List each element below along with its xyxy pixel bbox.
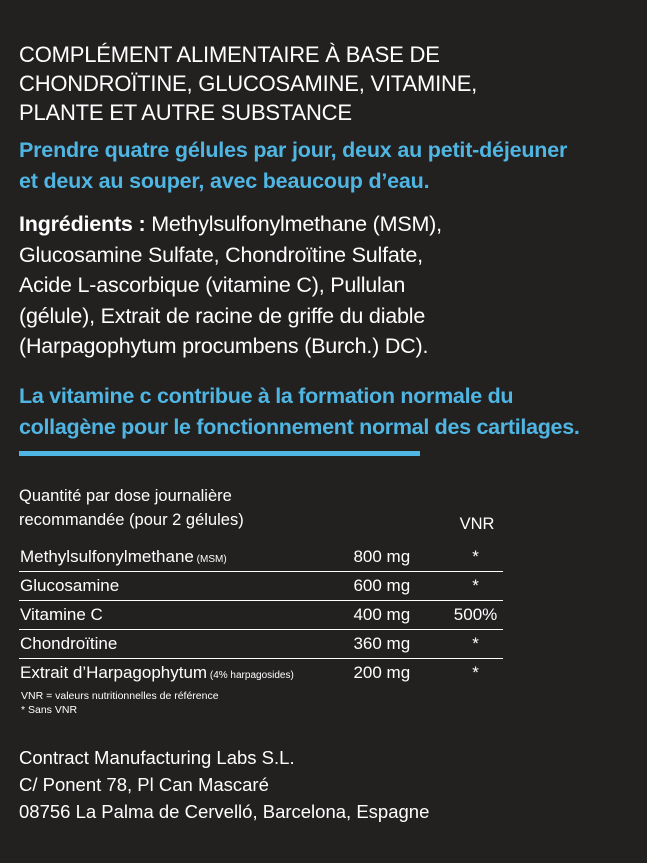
title-line: PLANTE ET AUTRE SUBSTANCE [19,100,352,125]
ingredients-line: Methylsulfonylmethane (MSM), [145,212,442,236]
claim-line: La vitamine c contribue à la formation normale du [19,384,514,408]
manufacturer-address [19,744,429,825]
address-line: C/ Ponent 78, Pl Can Mascaré [19,774,269,795]
nutrient-name: Glucosamine [19,572,349,601]
nutrient-amount: 800 mg [349,543,448,572]
usage-line: Prendre quatre gélules par jour, deux au petit-déjeuner [19,138,568,162]
nutrient-note: (MSM) [193,554,227,565]
vnr-column-header: VNR [459,515,495,533]
nutrient-amount: 400 mg [349,601,448,630]
nutrient-amount: 360 mg [349,630,448,659]
table-header-line: recommandée (pour 2 gélules) [19,511,244,529]
nutrient-name: Methylsulfonylmethane (MSM) [19,543,349,572]
ingredients-line: Glucosamine Sulfate, Chondroïtine Sulfate, [19,242,423,267]
table-header-line: Quantité par dose journalière [19,487,232,505]
claim-line: collagène pour le fonctionnement normal des cartilages. [19,415,580,439]
nutrient-vnr: * [472,663,479,682]
table-row [19,601,503,630]
note-line: * Sans VNR [21,704,78,716]
table-header [19,484,339,532]
ingredients-block [19,209,519,362]
product-title [19,40,629,127]
table-row [19,543,503,572]
table-row [19,572,503,601]
note-line: VNR = valeurs nutritionnelles de référence [21,690,219,702]
usage-line: et deux au souper, avec beaucoup d’eau. [19,169,430,193]
health-claim [19,381,644,443]
title-line: COMPLÉMENT ALIMENTAIRE À BASE DE [19,42,440,67]
nutrient-note: (4% harpagosides) [207,670,294,681]
address-line: Contract Manufacturing Labs S.L. [19,747,295,768]
usage-instructions [19,135,634,197]
nutrient-name: Vitamine C [19,601,349,630]
nutrient-amount: 200 mg [353,663,411,682]
title-line: CHONDROÏTINE, GLUCOSAMINE, VITAMINE, [19,71,478,96]
nutrient-vnr: * [448,630,503,659]
table-row [19,630,503,659]
address-line: 08756 La Palma de Cervelló, Barcelona, Espagne [19,801,430,822]
ingredients-line: (Harpagophytum procumbens (Burch.) DC). [19,334,429,358]
ingredients-line: (gélule), Extrait de racine de griffe du diable [19,303,426,328]
nutrition-table [19,543,503,687]
table-row [19,659,503,688]
ingredients-label: Ingrédients : [19,212,146,236]
nutrient-vnr: 500% [448,601,503,630]
ingredients-line: Acide L-ascorbique (vitamine C), Pullulan [19,273,406,297]
accent-divider [19,451,420,456]
nutrient-name: Chondroïtine [19,630,349,659]
nutrient-vnr: * [448,572,503,601]
nutrient-name: Extrait d’Harpagophytum (4% harpagosides) [20,663,294,682]
nutrient-amount: 600 mg [349,572,448,601]
nutrient-vnr: * [448,543,503,572]
table-notes [21,689,219,717]
